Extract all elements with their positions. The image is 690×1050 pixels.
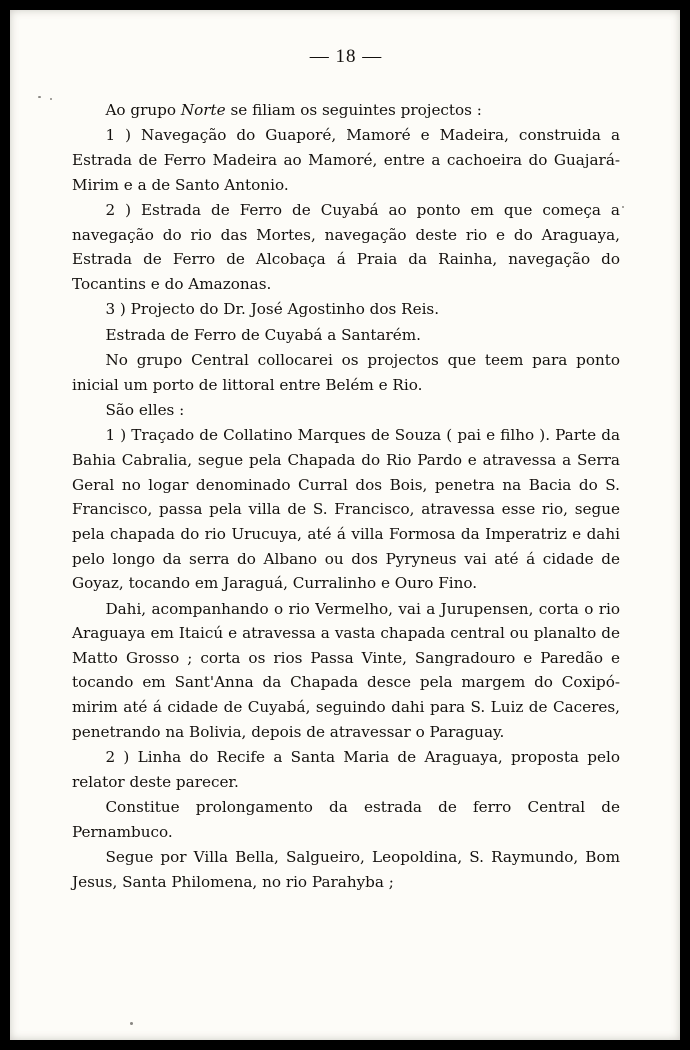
scan-speck <box>130 1022 133 1025</box>
paragraph-intro <box>72 98 620 123</box>
page-content <box>10 10 680 1040</box>
body-text <box>72 98 620 894</box>
paragraph-central-item-1: 1 ) Traçado de Collatino Marques de Souza ( pai e filho ). Parte da Bahia Cabralia, segue pela Chapada do Rio Pardo e atravessa a Serra Geral no logar denominado Curral dos Bois, penetra na Bacia do S. Francisco, passa pela villa de S. Francisco, atravessa esse rio, segue pela chapada do rio Urucuya, até á villa Formosa da Imperatriz e dahi pelo longo da serra do Albano ou dos Pyryneus vai até á cidade de Goyaz, tocando em Jaraguá, Curralinho e Ouro Fino. <box>72 426 620 593</box>
scan-speck <box>38 96 41 98</box>
paragraph-item-1: 1 ) Navegação do Guaporé, Mamoré e Madeira, construida a Estrada de Ferro Madeira ao Mamoré, entre a cachoeira do Guajará-Mirim e a de Santo Antonio. <box>72 126 620 194</box>
page-scan-area <box>10 10 680 1040</box>
paragraph-grupo-central: No grupo Central collocarei os projectos que teem para ponto inicial um porto de littoral entre Belém e Rio. <box>72 351 620 394</box>
paragraph-item-2: 2 ) Estrada de Ferro de Cuyabá ao ponto em que começa a navegação do rio das Mortes, navegação deste rio e do Araguaya, Estrada de Ferro de Alcobaça á Praia da Rainha, navegação do Tocantins e do Amazonas. <box>72 201 620 293</box>
intro-tail-text: se filiam os seguintes projectos : <box>225 101 482 119</box>
intro-lead-text: Ao grupo <box>105 101 181 119</box>
paragraph-item-3: 3 ) Projecto do Dr. José Agostinho dos Reis. <box>105 300 440 319</box>
group-name-norte: Norte <box>180 101 226 119</box>
paragraph-central-item-2: 2 ) Linha do Recife a Santa Maria de Araguaya, proposta pelo relator deste parecer. <box>72 748 620 791</box>
page-folio: — 18 — <box>309 46 383 67</box>
scan-speck <box>50 98 52 100</box>
paragraph-estrada-santarem: Estrada de Ferro de Cuyabá a Santarém. <box>105 325 422 344</box>
paragraph-dahi: Dahi, acompanhando o rio Vermelho, vai a Jurupensen, corta o rio Araguaya em Itaicú e atravessa a vasta chapada central ou planalto de Matto Grosso ; corta os rios Passa Vinte, Sangradouro e Paredão e tocando em Sant'Anna da Chapada desce pela margem do Coxipó-mirim até á cidade de Cuyabá, seguindo dahi para S. Luiz de Caceres, penetrando na Bolivia, depois de atravessar o Paraguay. <box>72 599 620 741</box>
paragraph-segue: Segue por Villa Bella, Salgueiro, Leopoldina, S. Raymundo, Bom Jesus, Santa Philomena, no rio Parahyba ; <box>72 848 620 891</box>
paragraph-sao-elles: São elles : <box>105 401 185 419</box>
paragraph-constitue: Constitue prolongamento da estrada de ferro Central de Pernambuco. <box>72 798 620 841</box>
scan-speck <box>622 206 624 208</box>
